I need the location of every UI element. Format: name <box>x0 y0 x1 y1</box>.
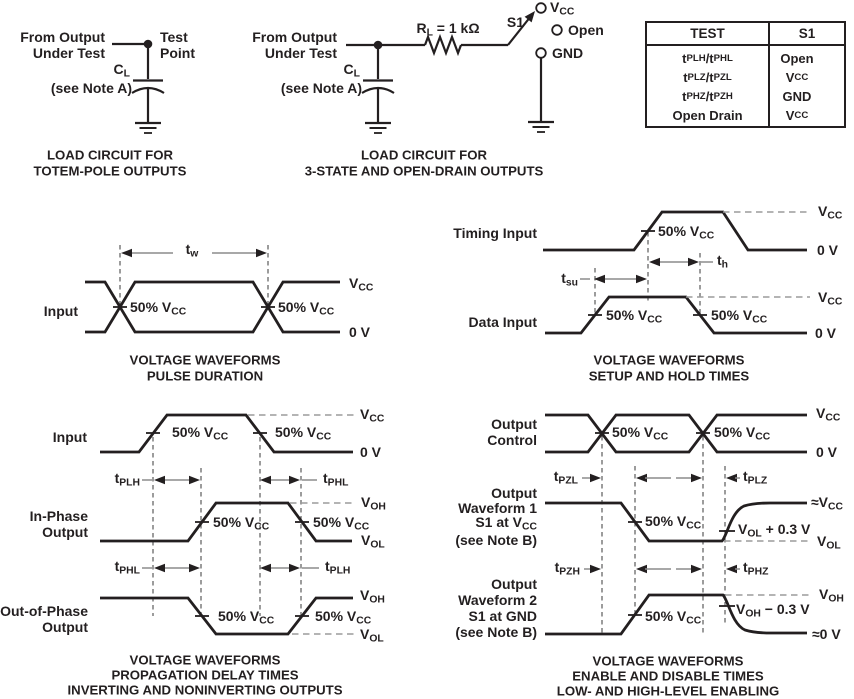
enable-voh-minus-03: VOH − 0.3 V <box>736 601 810 620</box>
prop-inphase-line2: Output <box>42 524 88 540</box>
prop-50vcc-ip-left: 50% VCC <box>213 514 270 533</box>
totem-test-point-line1: Test <box>160 29 188 45</box>
prop-tplh-upper: tPLH <box>114 470 140 489</box>
enable-wf2-line1: Output <box>491 576 537 592</box>
setup-tsu-label: tsu <box>561 270 578 289</box>
enable-tpzl-label: tPZL <box>553 468 578 487</box>
enable-caption-line1: VOLTAGE WAVEFORMS <box>592 653 744 669</box>
enable-vol-plus-03: VOL + 0.3 V <box>738 521 811 540</box>
prop-voh-level-2: VOH <box>360 587 385 606</box>
prop-input-label: Input <box>52 429 87 445</box>
threestate-rl-label: RL = 1 kΩ <box>416 20 480 39</box>
totem-see-note-a: (see Note A) <box>50 80 132 96</box>
table-header-s1: S1 <box>770 23 844 46</box>
setup-0v-level-2: 0 V <box>815 325 837 341</box>
totem-from-output-line1: From Output <box>20 29 105 45</box>
enable-approx-0v: ≈0 V <box>812 626 841 642</box>
enable-caption-line3: LOW- AND HIGH-LEVEL ENABLING <box>556 683 780 699</box>
prop-0v-level: 0 V <box>360 444 382 460</box>
threestate-caption-line2: 3-STATE AND OPEN-DRAIN OUTPUTS <box>304 163 544 179</box>
enable-output-control-line1: Output <box>491 416 537 432</box>
threestate-open-terminal-label: Open <box>568 22 604 38</box>
enable-approx-vcc: ≈VCC <box>811 494 843 513</box>
pulse-0v-level: 0 V <box>349 324 371 340</box>
table-cell-test-3: Open Drain <box>672 108 743 123</box>
threestate-s1-label: S1 <box>506 14 524 30</box>
table-cell-s1-1: V CC <box>785 70 809 85</box>
totem-from-output-line2: Under Test <box>32 45 105 61</box>
enable-output-control-line2: Control <box>487 432 537 448</box>
setup-caption-line1: VOLTAGE WAVEFORMS <box>593 352 745 368</box>
enable-tplz-label: tPLZ <box>743 468 768 487</box>
pulse-vcc-level: VCC <box>349 275 374 294</box>
setup-data-input-label: Data Input <box>468 314 537 330</box>
table-cell-test-2: t PHZ /t PZH <box>682 89 733 104</box>
enable-wf1-line4: (see Note B) <box>455 532 537 548</box>
enable-50vcc-wf1: 50% VCC <box>645 513 702 532</box>
prop-tphl-upper: tPHL <box>323 470 349 489</box>
prop-vol-level-1: VOL <box>361 532 385 551</box>
enable-50vcc-wf2: 50% VCC <box>645 608 702 627</box>
threestate-caption-line1: LOAD CIRCUIT FOR <box>360 147 488 163</box>
table-cell-s1-3: V CC <box>785 108 809 123</box>
enable-tphz-label: tPHZ <box>743 559 769 578</box>
threestate-gnd-terminal-label: GND <box>552 45 584 61</box>
threestate-vcc-terminal-label: VCC <box>550 0 575 18</box>
pulse-50vcc-left: 50% VCC <box>130 299 187 318</box>
enable-vcc-level: VCC <box>816 405 841 424</box>
enable-wf1-line1: Output <box>491 485 537 501</box>
enable-50vcc-ctrl-right: 50% VCC <box>714 424 771 443</box>
pulse-caption-line1: VOLTAGE WAVEFORMS <box>129 352 281 368</box>
enable-vol-level: VOL <box>817 533 841 552</box>
setup-caption-line2: SETUP AND HOLD TIMES <box>588 368 750 384</box>
prop-50vcc-op-left: 50% VCC <box>218 608 275 627</box>
prop-caption-line1: VOLTAGE WAVEFORMS <box>129 652 281 668</box>
pulse-input-label: Input <box>43 303 78 319</box>
setup-th-label: th <box>717 252 728 271</box>
threestate-see-note-a: (see Note A) <box>280 80 362 96</box>
prop-caption-line3: INVERTING AND NONINVERTING OUTPUTS <box>67 682 343 698</box>
table-cell-s1-2: GND <box>782 89 812 104</box>
enable-wf1-line3: S1 at VCC <box>475 514 537 533</box>
table-header-test: TEST <box>647 23 768 46</box>
enable-wf1-line2: Waveform 1 <box>458 500 537 516</box>
table-cell-test-1: t PLZ /t PZL <box>683 70 732 85</box>
setup-0v-level-1: 0 V <box>817 242 839 258</box>
prop-50vcc-input-right: 50% VCC <box>275 424 332 443</box>
prop-50vcc-input-left: 50% VCC <box>172 424 229 443</box>
prop-outphase-line2: Output <box>42 619 88 635</box>
enable-50vcc-ctrl-left: 50% VCC <box>612 424 669 443</box>
prop-vcc-level: VCC <box>360 406 385 425</box>
totem-test-point-line2: Point <box>160 45 195 61</box>
setup-50vcc-data-right: 50% VCC <box>711 307 768 326</box>
table-cell-s1-0: Open <box>780 51 814 66</box>
prop-tphl-lower: tPHL <box>114 558 140 577</box>
threestate-from-output-line1: From Output <box>252 29 337 45</box>
totem-caption-line1: LOAD CIRCUIT FOR <box>46 147 174 163</box>
enable-voh-level: VOH <box>819 586 844 605</box>
threestate-from-output-line2: Under Test <box>264 45 337 61</box>
enable-tpzh-label: tPZH <box>554 559 580 578</box>
pulse-50vcc-right: 50% VCC <box>278 299 335 318</box>
totem-caption-line2: TOTEM-POLE OUTPUTS <box>33 163 187 179</box>
prop-50vcc-ip-right: 50% VCC <box>313 514 370 533</box>
prop-tplh-lower: tPLH <box>325 558 351 577</box>
prop-inphase-line1: In-Phase <box>29 508 88 524</box>
setup-50vcc-data-left: 50% VCC <box>606 307 663 326</box>
prop-caption-line2: PROPAGATION DELAY TIMES <box>111 667 299 683</box>
enable-caption-line2: ENABLE AND DISABLE TIMES <box>572 668 764 684</box>
pulse-caption-line2: PULSE DURATION <box>146 368 264 384</box>
threestate-cl-label: CL <box>343 61 360 80</box>
prop-50vcc-op-right: 50% VCC <box>315 608 372 627</box>
setup-vcc-level-1: VCC <box>818 203 843 222</box>
pulse-tw-label: tw <box>185 241 199 260</box>
setup-50vcc-timing: 50% VCC <box>658 223 715 242</box>
enable-wf2-line3: S1 at GND <box>468 608 537 624</box>
setup-vcc-level-2: VCC <box>818 289 843 308</box>
enable-0v-level: 0 V <box>816 444 838 460</box>
table-cell-test-0: t PLH /t PHL <box>682 51 733 66</box>
prop-vol-level-2: VOL <box>360 626 384 645</box>
enable-wf2-line4: (see Note B) <box>455 624 537 640</box>
setup-timing-input-label: Timing Input <box>453 225 537 241</box>
prop-voh-level-1: VOH <box>361 494 386 513</box>
prop-outphase-line1: Out-of-Phase <box>0 603 88 619</box>
totem-cl-label: CL <box>113 61 130 80</box>
enable-wf2-line2: Waveform 2 <box>458 592 537 608</box>
